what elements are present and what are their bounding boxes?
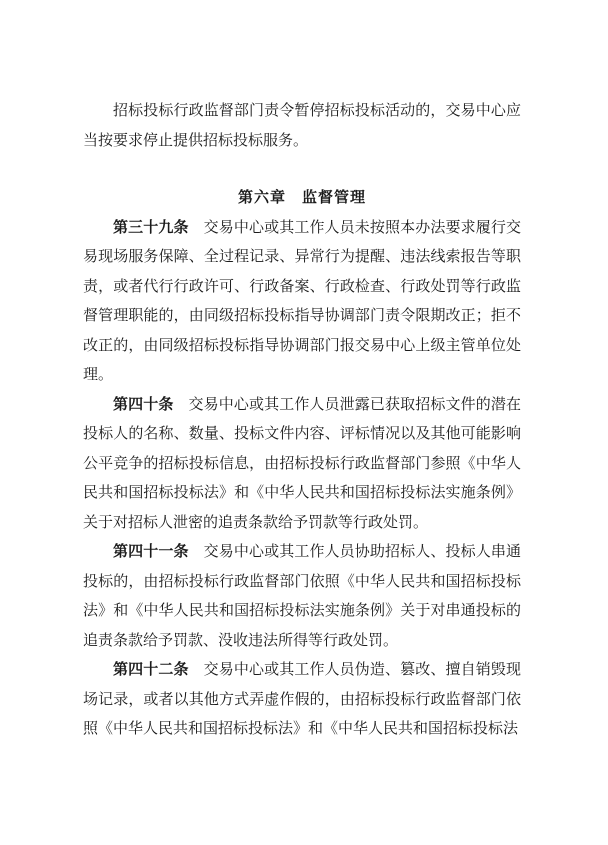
article-number: 第三十九条	[113, 217, 189, 236]
article-text: 交易中心或其工作人员协助招标人、投标人串通投标的，由招标投标行政监督部门依照《中华人民共和国招标投标法》和《中华人民共和国招标投标法实施条例》关于对串通投标的追责条款给予罚款、没收违法所得等行政处罚。	[83, 542, 521, 649]
article-number: 第四十条	[113, 394, 174, 413]
article-text: 交易中心或其工作人员伪造、篡改、擅自销毁现场记录，或者以其他方式弄虚作假的，由招标投标行政监督部门依照《中华人民共和国招标投标法》和《中华人民共和国招标投标法	[83, 660, 521, 737]
article-number: 第四十二条	[113, 660, 189, 678]
article-39	[83, 213, 521, 390]
article-40	[83, 390, 521, 538]
article-number: 第四十一条	[113, 542, 189, 560]
intro-paragraph: 招标投标行政监督部门责令暂停招标投标活动的，交易中心应当按要求停止提供招标投标服务。	[83, 101, 521, 149]
article-text: 交易中心或其工作人员泄露已获取招标文件的潜在投标人的名称、数量、投标文件内容、评标情况以及其他可能影响公平竞争的招标投标信息，由招标投标行政监督部门参照《中华人民共和国招标投标法》和《中华人民共和国招标投标法实施条例》关于对招标人泄密的追责条款给予罚款等行政处罚。	[83, 394, 521, 531]
document-body	[83, 96, 521, 744]
chapter-title: 第六章 监督管理	[237, 188, 366, 206]
article-42	[83, 655, 521, 744]
article-41	[83, 537, 521, 655]
article-text: 交易中心或其工作人员未按照本办法要求履行交易现场服务保障、全过程记录、异常行为提醒、违法线索报告等职责，或者代行行政许可、行政备案、行政检查、行政处罚等行政监督管理职能的，由同级招标投标指导协调部门责令限期改正；拒不改正的，由同级招标投标指导协调部门报交易中心上级主管单位处理。	[83, 217, 521, 383]
